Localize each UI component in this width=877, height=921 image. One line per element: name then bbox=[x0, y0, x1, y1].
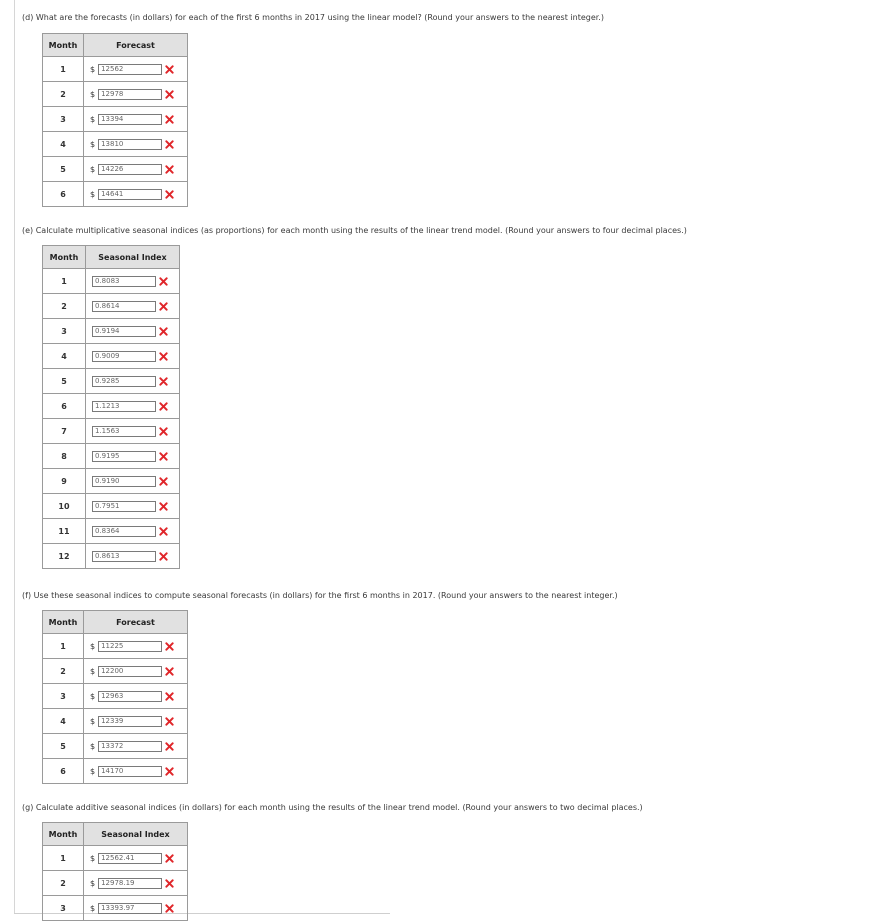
column-header-month: Month bbox=[43, 34, 84, 57]
currency-symbol: $ bbox=[90, 189, 96, 199]
answer-input[interactable]: 0.9195 bbox=[92, 451, 156, 462]
table-row bbox=[43, 734, 188, 759]
answer-input[interactable]: 12562 bbox=[98, 64, 162, 75]
answer-cell bbox=[84, 759, 188, 784]
answer-cell bbox=[84, 634, 188, 659]
table-row bbox=[43, 182, 188, 207]
answer-input[interactable]: 0.8614 bbox=[92, 301, 156, 312]
answer-wrapper bbox=[86, 501, 179, 512]
answer-cell bbox=[84, 734, 188, 759]
month-cell: 3 bbox=[43, 684, 84, 709]
currency-symbol: $ bbox=[90, 691, 96, 701]
table-row bbox=[43, 344, 180, 369]
column-header-seasonal-index: Seasonal Index bbox=[84, 823, 188, 846]
answer-input[interactable]: 14641 bbox=[98, 189, 162, 200]
answer-input[interactable]: 1.1213 bbox=[92, 401, 156, 412]
answer-wrapper bbox=[84, 139, 187, 150]
answer-wrapper bbox=[86, 376, 179, 387]
answer-wrapper bbox=[84, 903, 187, 914]
table-row bbox=[43, 444, 180, 469]
table-row bbox=[43, 294, 180, 319]
incorrect-x-icon bbox=[159, 452, 168, 461]
answer-input[interactable]: 12562.41 bbox=[98, 853, 162, 864]
column-header-seasonal-index: Seasonal Index bbox=[86, 246, 180, 269]
month-cell: 5 bbox=[43, 157, 84, 182]
answer-wrapper bbox=[86, 351, 179, 362]
incorrect-x-icon bbox=[159, 502, 168, 511]
answer-cell bbox=[86, 519, 180, 544]
incorrect-x-icon bbox=[159, 327, 168, 336]
answer-cell bbox=[84, 182, 188, 207]
currency-symbol: $ bbox=[90, 741, 96, 751]
incorrect-x-icon bbox=[165, 65, 174, 74]
answer-wrapper bbox=[86, 551, 179, 562]
answer-wrapper bbox=[84, 89, 187, 100]
incorrect-x-icon bbox=[165, 692, 174, 701]
answer-input[interactable]: 0.9009 bbox=[92, 351, 156, 362]
incorrect-x-icon bbox=[159, 277, 168, 286]
month-cell: 9 bbox=[43, 469, 86, 494]
table-row bbox=[43, 269, 180, 294]
answer-input[interactable]: 13393.97 bbox=[98, 903, 162, 914]
month-cell: 6 bbox=[43, 759, 84, 784]
table-row bbox=[43, 519, 180, 544]
incorrect-x-icon bbox=[165, 879, 174, 888]
answer-cell bbox=[86, 544, 180, 569]
table-row bbox=[43, 871, 188, 896]
answer-input[interactable]: 13372 bbox=[98, 741, 162, 752]
answer-input[interactable]: 0.9190 bbox=[92, 476, 156, 487]
answer-wrapper bbox=[84, 741, 187, 752]
table-row bbox=[43, 469, 180, 494]
answer-cell bbox=[84, 57, 188, 82]
incorrect-x-icon bbox=[159, 352, 168, 361]
currency-symbol: $ bbox=[90, 903, 96, 913]
table-row bbox=[43, 684, 188, 709]
answer-wrapper bbox=[84, 164, 187, 175]
column-header-month: Month bbox=[43, 823, 84, 846]
answer-wrapper bbox=[84, 716, 187, 727]
question-d: (d) What are the forecasts (in dollars) for each of the first 6 months in 2017 using the linear model? (Round your answers to the nearest integer.) bbox=[22, 13, 604, 22]
answer-wrapper bbox=[84, 766, 187, 777]
month-cell: 2 bbox=[43, 871, 84, 896]
incorrect-x-icon bbox=[159, 427, 168, 436]
answer-cell bbox=[84, 709, 188, 734]
answer-cell bbox=[84, 871, 188, 896]
column-header-month: Month bbox=[43, 611, 84, 634]
currency-symbol: $ bbox=[90, 164, 96, 174]
answer-wrapper bbox=[86, 301, 179, 312]
answer-wrapper bbox=[86, 401, 179, 412]
table-row bbox=[43, 369, 180, 394]
answer-input[interactable]: 12978.19 bbox=[98, 878, 162, 889]
incorrect-x-icon bbox=[165, 667, 174, 676]
answer-cell bbox=[86, 294, 180, 319]
month-cell: 5 bbox=[43, 734, 84, 759]
answer-cell bbox=[86, 269, 180, 294]
answer-input[interactable]: 0.8083 bbox=[92, 276, 156, 287]
incorrect-x-icon bbox=[159, 477, 168, 486]
month-cell: 11 bbox=[43, 519, 86, 544]
month-cell: 6 bbox=[43, 182, 84, 207]
currency-symbol: $ bbox=[90, 853, 96, 863]
seasonal-index-table-e bbox=[42, 245, 180, 569]
month-cell: 3 bbox=[43, 107, 84, 132]
month-cell: 4 bbox=[43, 344, 86, 369]
month-cell: 3 bbox=[43, 896, 84, 921]
answer-wrapper bbox=[84, 114, 187, 125]
table-row bbox=[43, 57, 188, 82]
incorrect-x-icon bbox=[165, 742, 174, 751]
incorrect-x-icon bbox=[159, 302, 168, 311]
table-row bbox=[43, 319, 180, 344]
incorrect-x-icon bbox=[159, 552, 168, 561]
currency-symbol: $ bbox=[90, 641, 96, 651]
currency-symbol: $ bbox=[90, 139, 96, 149]
incorrect-x-icon bbox=[165, 642, 174, 651]
answer-wrapper bbox=[84, 878, 187, 889]
table-row bbox=[43, 634, 188, 659]
table-row bbox=[43, 132, 188, 157]
answer-cell bbox=[84, 684, 188, 709]
month-cell: 4 bbox=[43, 709, 84, 734]
answer-input[interactable]: 0.9194 bbox=[92, 326, 156, 337]
table-row bbox=[43, 394, 180, 419]
answer-cell bbox=[86, 319, 180, 344]
column-header-forecast: Forecast bbox=[84, 611, 188, 634]
answer-wrapper bbox=[84, 853, 187, 864]
answer-cell bbox=[84, 896, 188, 921]
incorrect-x-icon bbox=[165, 165, 174, 174]
forecast-table-d bbox=[42, 33, 188, 207]
answer-cell bbox=[86, 494, 180, 519]
month-cell: 2 bbox=[43, 82, 84, 107]
answer-cell bbox=[84, 132, 188, 157]
table-row bbox=[43, 846, 188, 871]
answer-cell bbox=[84, 107, 188, 132]
answer-input[interactable]: 0.9285 bbox=[92, 376, 156, 387]
answer-wrapper bbox=[86, 526, 179, 537]
incorrect-x-icon bbox=[165, 854, 174, 863]
table-row bbox=[43, 494, 180, 519]
month-cell: 8 bbox=[43, 444, 86, 469]
answer-wrapper bbox=[86, 476, 179, 487]
answer-input[interactable]: 12339 bbox=[98, 716, 162, 727]
answer-input[interactable]: 0.7951 bbox=[92, 501, 156, 512]
additive-index-table-g bbox=[42, 822, 188, 921]
month-cell: 1 bbox=[43, 634, 84, 659]
currency-symbol: $ bbox=[90, 766, 96, 776]
forecast-table-f bbox=[42, 610, 188, 784]
month-cell: 2 bbox=[43, 294, 86, 319]
answer-input[interactable]: 12978 bbox=[98, 89, 162, 100]
incorrect-x-icon bbox=[165, 904, 174, 913]
month-cell: 4 bbox=[43, 132, 84, 157]
table-row bbox=[43, 896, 188, 921]
answer-wrapper bbox=[84, 641, 187, 652]
table-row bbox=[43, 419, 180, 444]
table-row bbox=[43, 157, 188, 182]
incorrect-x-icon bbox=[165, 115, 174, 124]
incorrect-x-icon bbox=[159, 527, 168, 536]
month-cell: 7 bbox=[43, 419, 86, 444]
answer-wrapper bbox=[84, 189, 187, 200]
table-row bbox=[43, 709, 188, 734]
incorrect-x-icon bbox=[159, 377, 168, 386]
answer-input[interactable]: 11225 bbox=[98, 641, 162, 652]
answer-input[interactable]: 12200 bbox=[98, 666, 162, 677]
month-cell: 1 bbox=[43, 846, 84, 871]
month-cell: 10 bbox=[43, 494, 86, 519]
month-cell: 2 bbox=[43, 659, 84, 684]
answer-wrapper bbox=[86, 451, 179, 462]
currency-symbol: $ bbox=[90, 666, 96, 676]
answer-input[interactable]: 1.1563 bbox=[92, 426, 156, 437]
question-f: (f) Use these seasonal indices to compute seasonal forecasts (in dollars) for the first 6 months in 2017. (Round your answers to the nearest integer.) bbox=[22, 591, 618, 600]
incorrect-x-icon bbox=[165, 90, 174, 99]
currency-symbol: $ bbox=[90, 64, 96, 74]
incorrect-x-icon bbox=[165, 717, 174, 726]
column-header-month: Month bbox=[43, 246, 86, 269]
answer-input[interactable]: 0.8364 bbox=[92, 526, 156, 537]
answer-cell bbox=[86, 469, 180, 494]
answer-cell bbox=[86, 344, 180, 369]
answer-cell bbox=[86, 444, 180, 469]
answer-input[interactable]: 12963 bbox=[98, 691, 162, 702]
table-row bbox=[43, 107, 188, 132]
incorrect-x-icon bbox=[165, 767, 174, 776]
answer-input[interactable]: 13810 bbox=[98, 139, 162, 150]
currency-symbol: $ bbox=[90, 89, 96, 99]
answer-cell bbox=[86, 369, 180, 394]
answer-wrapper bbox=[86, 326, 179, 337]
currency-symbol: $ bbox=[90, 114, 96, 124]
answer-input[interactable]: 13394 bbox=[98, 114, 162, 125]
answer-wrapper bbox=[84, 64, 187, 75]
incorrect-x-icon bbox=[165, 190, 174, 199]
table-row bbox=[43, 82, 188, 107]
answer-wrapper bbox=[86, 276, 179, 287]
answer-cell bbox=[86, 419, 180, 444]
answer-wrapper bbox=[84, 666, 187, 677]
month-cell: 3 bbox=[43, 319, 86, 344]
answer-cell bbox=[84, 659, 188, 684]
table-row bbox=[43, 659, 188, 684]
currency-symbol: $ bbox=[90, 716, 96, 726]
month-cell: 1 bbox=[43, 57, 84, 82]
answer-wrapper bbox=[86, 426, 179, 437]
answer-cell bbox=[84, 82, 188, 107]
answer-input[interactable]: 14226 bbox=[98, 164, 162, 175]
month-cell: 1 bbox=[43, 269, 86, 294]
question-g: (g) Calculate additive seasonal indices (in dollars) for each month using the results of the linear trend model. (Round your answers to two decimal places.) bbox=[22, 803, 643, 812]
month-cell: 6 bbox=[43, 394, 86, 419]
month-cell: 5 bbox=[43, 369, 86, 394]
question-e: (e) Calculate multiplicative seasonal indices (as proportions) for each month using the results of the linear trend model. (Round your answers to four decimal places.) bbox=[22, 226, 687, 235]
answer-input[interactable]: 14170 bbox=[98, 766, 162, 777]
table-row bbox=[43, 544, 180, 569]
currency-symbol: $ bbox=[90, 878, 96, 888]
answer-cell bbox=[86, 394, 180, 419]
column-header-forecast: Forecast bbox=[84, 34, 188, 57]
answer-cell bbox=[84, 846, 188, 871]
answer-cell bbox=[84, 157, 188, 182]
answer-input[interactable]: 0.8613 bbox=[92, 551, 156, 562]
table-row bbox=[43, 759, 188, 784]
incorrect-x-icon bbox=[159, 402, 168, 411]
answer-wrapper bbox=[84, 691, 187, 702]
month-cell: 12 bbox=[43, 544, 86, 569]
incorrect-x-icon bbox=[165, 140, 174, 149]
